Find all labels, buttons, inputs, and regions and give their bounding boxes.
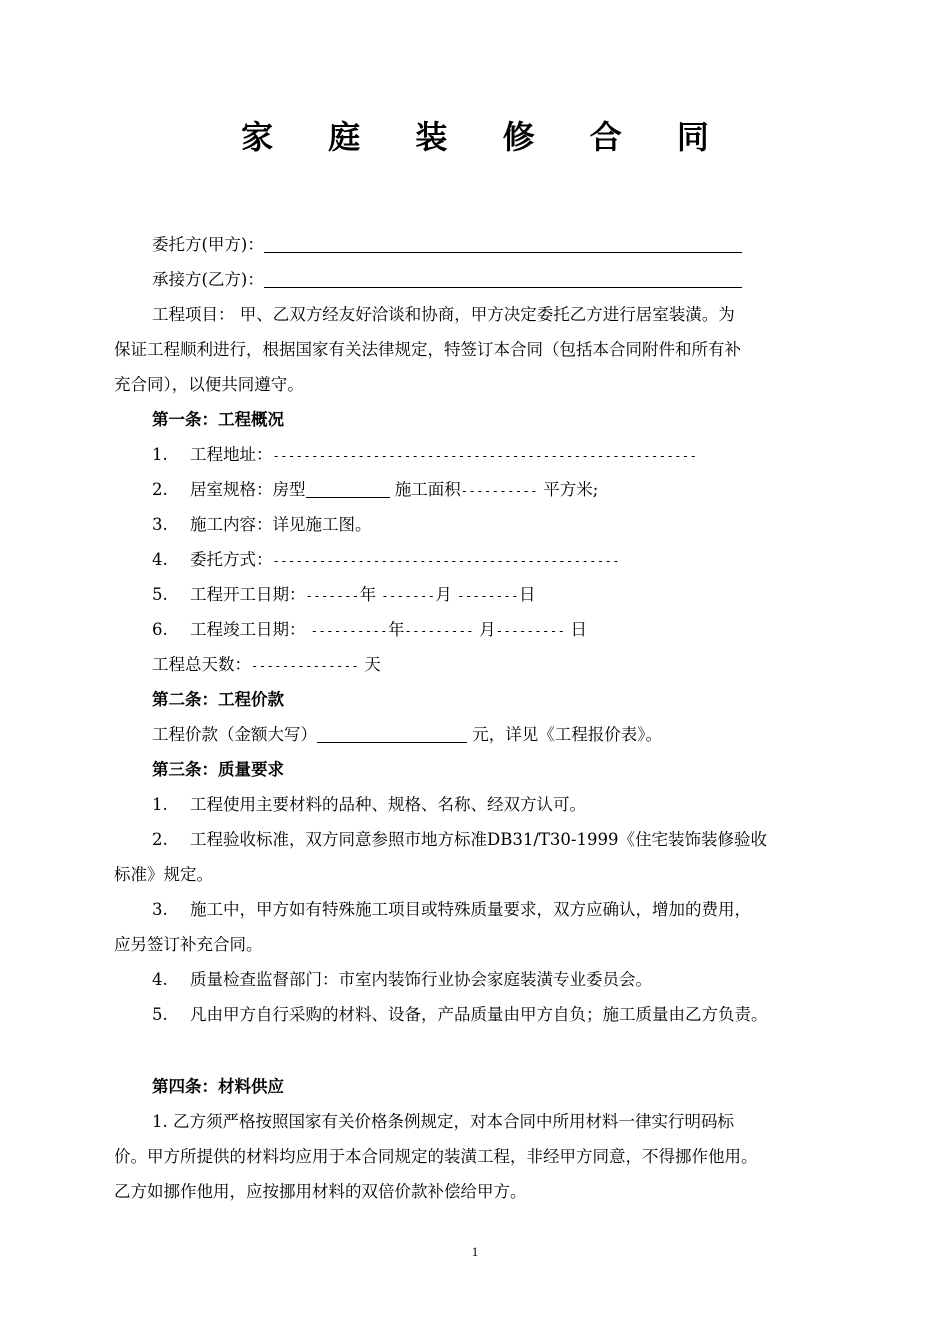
art1-item-5: [152, 582, 535, 609]
item-text: 凡由甲方自行采购的材料、设备，产品质量由甲方自负；施工质量由乙方负责。: [190, 1005, 768, 1024]
article-4-heading: 第四条：材料供应: [152, 1077, 284, 1096]
art3-item-2-cont: 标准》规定。: [114, 865, 213, 884]
item-text: 施工中，甲方如有特殊施工项目或特殊质量要求，双方应确认，增加的费用，: [190, 900, 751, 919]
item-number: 3.: [152, 515, 168, 534]
item-number: 2.: [152, 480, 168, 499]
art3-item-1: [152, 792, 586, 818]
start-month-blank[interactable]: -------: [381, 589, 436, 603]
party-b-blank[interactable]: [264, 269, 742, 288]
price-line: [152, 722, 662, 748]
item-number: 6.: [152, 620, 168, 639]
end-year-blank[interactable]: ----------: [310, 624, 388, 638]
total-days-blank[interactable]: --------------: [251, 659, 360, 673]
project-line-1: 工程项目： 甲、乙双方经友好洽谈和协商，甲方决定委托乙方进行居室装潢。为: [152, 305, 735, 324]
item-text: 工程使用主要材料的品种、规格、名称、经双方认可。: [190, 795, 586, 814]
room-type-blank[interactable]: [306, 479, 390, 498]
art3-item-3-cont: 应另签订补充合同。: [114, 935, 263, 954]
art4-line-2: 价。甲方所提供的材料均应用于本合同规定的装潢工程，非经甲方同意，不得挪作他用。: [114, 1147, 758, 1166]
item-number: 4.: [152, 550, 168, 569]
article-3-heading: 第三条：质量要求: [152, 760, 284, 779]
address-label: 工程地址：: [190, 445, 273, 464]
page-number: 1: [471, 1244, 479, 1259]
commission-label: 委托方式：: [190, 550, 273, 569]
item-number: 2.: [152, 830, 168, 849]
art3-item-5: [152, 1002, 768, 1028]
item-number: 5.: [152, 1005, 168, 1024]
start-day-blank[interactable]: --------: [457, 589, 519, 603]
party-a-line: [152, 232, 742, 258]
art1-item-4: [152, 547, 620, 574]
price-suffix: 元，详见《工程报价表》。: [467, 725, 662, 744]
end-day-blank[interactable]: ---------: [495, 624, 566, 638]
address-blank[interactable]: -------------------------------------------------------: [272, 449, 698, 463]
construction-content: 施工内容：详见施工图。: [190, 515, 372, 534]
art1-item-1: [152, 442, 697, 469]
room-type-label: 居室规格：房型: [190, 480, 306, 499]
item-number: 1.: [152, 795, 168, 814]
item-number: 3.: [152, 900, 168, 919]
end-date-label: 工程竣工日期：: [190, 620, 311, 639]
article-2-heading: 第二条：工程价款: [152, 690, 284, 709]
item-text: 工程验收标准，双方同意参照市地方标准DB31/T30-1999《住宅装饰装修验收: [190, 830, 767, 849]
year-label: 年: [388, 620, 405, 639]
article-1-heading: 第一条：工程概况: [152, 410, 284, 429]
party-a-label: 委托方(甲方)：: [152, 235, 264, 254]
art4-line-3: 乙方如挪作他用，应按挪用材料的双倍价款补偿给甲方。: [114, 1182, 527, 1201]
area-label: 施工面积: [389, 480, 461, 499]
month-label: 月: [435, 585, 458, 604]
year-label: 年: [359, 585, 382, 604]
area-unit: 平方米;: [538, 480, 599, 499]
item-text: 质量检查监督部门：市室内装饰行业协会家庭装潢专业委员会。: [190, 970, 652, 989]
commission-blank[interactable]: ---------------------------------------------: [272, 554, 621, 568]
art3-item-2: [152, 827, 767, 853]
project-line-3: 充合同），以便共同遵守。: [114, 375, 304, 394]
end-month-blank[interactable]: ---------: [404, 624, 475, 638]
total-days-line: [152, 652, 381, 679]
price-blank[interactable]: [317, 724, 467, 743]
art3-item-4: [152, 967, 652, 993]
day-label: 日: [518, 585, 536, 604]
art1-item-3: [152, 512, 372, 538]
area-blank[interactable]: ----------: [460, 484, 538, 498]
item-number: 5.: [152, 585, 168, 604]
party-a-blank[interactable]: [264, 234, 742, 253]
item-number: 1.: [152, 445, 168, 464]
month-label: 月: [474, 620, 496, 639]
art1-item-6: [152, 617, 587, 644]
total-days-label: 工程总天数：: [152, 655, 251, 674]
project-line-2: 保证工程顺利进行，根据国家有关法律规定，特签订本合同（包括本合同附件和所有补: [114, 340, 741, 359]
art3-item-3: [152, 897, 751, 923]
price-label: 工程价款（金额大写）: [152, 725, 317, 744]
item-number: 4.: [152, 970, 168, 989]
art4-line-1: 1. 乙方须严格按照国家有关价格条例规定，对本合同中所用材料一律实行明码标: [152, 1112, 734, 1131]
document-title: 家 庭 装 修 合 同: [241, 118, 731, 156]
party-b-line: [152, 267, 742, 293]
start-date-label: 工程开工日期：: [190, 585, 306, 604]
day-label: 日: [565, 620, 588, 639]
art1-item-2: [152, 477, 598, 504]
total-days-unit: 天: [359, 655, 381, 674]
party-b-label: 承接方(乙方)：: [152, 270, 264, 289]
start-year-blank[interactable]: -------: [305, 589, 360, 603]
